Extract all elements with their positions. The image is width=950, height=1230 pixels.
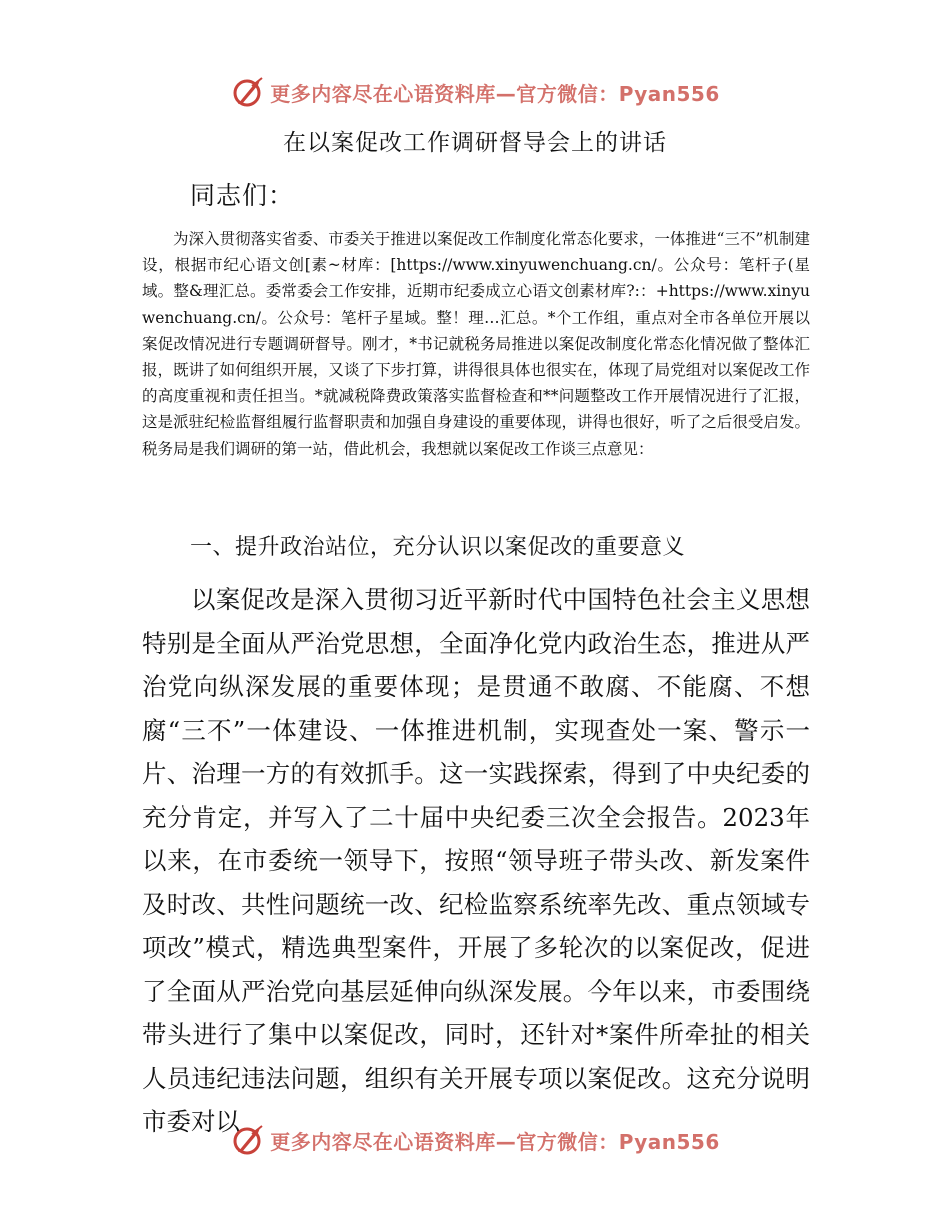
header-watermark xyxy=(0,72,950,112)
section-1-paragraph: 以案促改是深入贯彻习近平新时代中国特色社会主义思想特别是全面从严治党思想，全面净化党内政治生态，推进从严治党向纵深发展的重要体现；是贯通不敢腐、不能腐、不想腐“三不”一体建设、一体推进机制，实现查处一案、警示一片、治理一方的有效抓手。这一实践探索，得到了中央纪委的充分肯定，并写入了二十届中央纪委三次全会报告。2023年以来，在市委统一领导下，按照“领导班子带头改、新发案件及时改、共性问题统一改、纪检监察系统率先改、重点领域专项改”模式，精选典型案件，开展了多轮次的以案促改，促进了全面从严治党向基层延伸向纵深发展。今年以来，市委围绕带头进行了集中以案促改，同时，还针对*案件所牵扯的相关人员违纪违法问题，组织有关开展专项以案促改。这充分说明市委对以 xyxy=(142,585,810,1136)
intro-paragraph: 为深入贯彻落实省委、市委关于推进以案促改工作制度化常态化要求，一体推进“三不”机制建设，根据市纪心语文创[素~材库：[https://www.xinyuwenchuang.cn/。公众号：笔杆子(星域。整&理汇总。委常委会工作安排，近期市纪委成立心语文创素材库?:：+https://www.xinyuwenchuang.cn/。公众号：笔杆子星域。整！理…汇总。*个工作组，重点对全市各单位开展以案促改情况进行专题调研督导。刚才，*书记就税务局推进以案促改制度化常态化情况做了整体汇报，既讲了如何组织开展，又谈了下步打算，讲得很具体也很实在，体现了局党组对以案促改工作的高度重视和责任担当。*就减税降费政策落实监督检查和**问题整改工作开展情况进行了汇报，这是派驻纪检监督组履行监督职责和加强自身建设的重要体现，讲得也很好，听了之后很受启发。税务局是我们调研的第一站，借此机会，我想就以案促改工作谈三点意见： xyxy=(142,230,810,458)
watermark-text: 更多内容尽在心语资料库—官方微信：Pyan556 xyxy=(270,81,720,106)
quill-logo-icon xyxy=(230,1122,266,1158)
watermark-text: 更多内容尽在心语资料库—官方微信：Pyan556 xyxy=(270,1129,720,1154)
footer-watermark xyxy=(0,1120,950,1160)
quill-logo-icon xyxy=(230,74,266,110)
document-title: 在以案促改工作调研督导会上的讲话 xyxy=(283,130,667,156)
section-heading-1: 一、提升政治站位，充分认识以案促改的重要意义 xyxy=(190,535,686,560)
salutation: 同志们： xyxy=(190,181,295,210)
